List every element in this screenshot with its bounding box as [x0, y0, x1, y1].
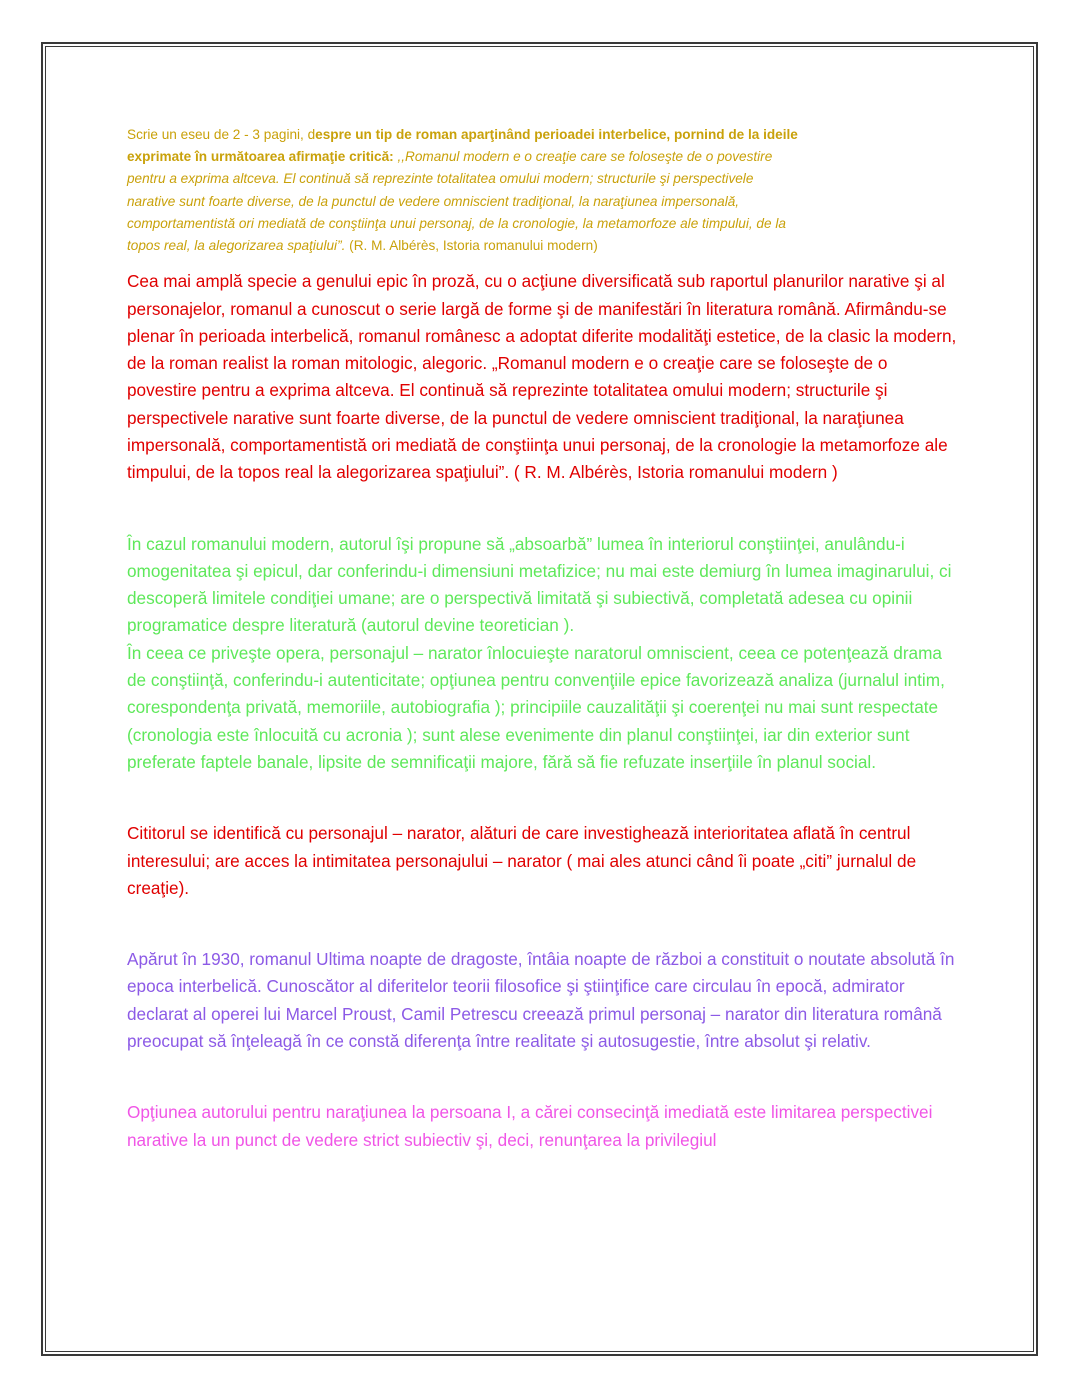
prompt-source: (R. M. Albérès, Istoria romanului modern): [345, 238, 598, 254]
prompt-quote: ,,Romanul modern e o creaţie care se foloseşte de o povestire pentru a exprima altceva. El continuă să reprezinte totalitatea omului modern; structurile şi perspectivele narative sunt foarte diverse, de la punctul de vedere omniscient tradiţional, la naraţiunea impersonală, comportamentistă ori mediată de conştiinţa unui personaj, de la cronologie, la metamorfoze ale timpului, de la topos real, la alegorizarea spaţiului”.: [127, 149, 786, 254]
paragraph-modern-novel-work: În ceea ce priveşte opera, personajul – narator înlocuieşte naratorul omniscient, ceea ce potenţează drama de conştiinţă, conferindu-i autenticitate; opţiunea pentru convenţiile epice favorizează analiza (jurnalul intim, corespondenţa privată, memoriile, autobiografia ); principiile cauzalităţii şi coerenţei nu mai sunt respectate (cronologia este înlocuită cu acronia ); sunt alese evenimente din planul conştiinţei, iar din exterior sunt preferate faptele banale, lipsite de semnificaţii majore, fără să fie refuzate inserţiile în planul social.: [127, 642, 945, 772]
essay-prompt: [127, 124, 802, 257]
paragraph-modern-novel-author: În cazul romanului modern, autorul îşi propune să „absoarbă” lumea în interiorul conştiinţei, anulându-i omogenitatea şi epicul, dar conferindu-i dimensiuni metafizice; nu mai este demiurg în lumea imaginarului, ci descoperă limitele condiţiei umane; are o perspectivă limitată şi subiectivă, completată adesea cu opinii programatice despre literatură (autorul devine teoretician ).: [127, 533, 952, 636]
prompt-bold: espre un tip de roman aparţinând perioadei interbelice, pornind de la ideile exprimate în următoarea afirmaţie critică:: [127, 127, 798, 165]
paragraph-first-person-narration: Opţiunea autorului pentru naraţiunea la persoana I, a cărei consecinţă imediată este limitarea perspectivei narative la un punct de vedere strict subiectiv şi, deci, renunţarea la privilegiul: [127, 1102, 933, 1150]
prompt-intro: Scrie un eseu de 2 - 3 pagini, d: [127, 127, 316, 142]
paragraph-reader: Cititorul se identifică cu personajul – narator, alături de care investighează interioritatea aflată în centrul interesului; are acces la intimitatea personajului – narator ( mai ales atunci când îi poate „citi” jurnalul de creaţie).: [127, 823, 917, 898]
document-body: [127, 124, 957, 1154]
paragraph-novel-presentation: Apărut în 1930, romanul Ultima noapte de dragoste, întâia noapte de război a constituit o noutate absolută în epoca interbelică. Cunoscător al diferitelor teorii filosofice şi ştiinţifice care circulau în epocă, admirator declarat al operei lui Marcel Proust, Camil Petrescu creează primul personaj – narator din literatura română preocupat să înţeleagă în ce constă diferenţa între realitate şi autosugestie, între absolut şi relativ.: [127, 949, 955, 1052]
paragraph-introduction: Cea mai amplă specie a genului epic în proză, cu o acţiune diversificată sub raportul planurilor narative şi al personajelor, romanul a cunoscut o serie largă de forme şi de manifestări în literatura română. Afirmându-se plenar în perioada interbelică, romanul românesc a adoptat diferite modalităţi estetice, de la clasic la modern, de la roman realist la roman mitologic, alegoric. „Romanul modern e o creaţie care se foloseşte de o povestire pentru a exprima altceva. El continuă să reprezinte totalitatea omului modern; structurile şi perspectivele narative sunt foarte diverse, de la punctul de vedere omniscient tradiţional, la naraţiunea impersonală, comportamentistă ori mediată de conştiinţa unui personaj, de la cronologie la metamorfoze ale timpului, de la topos real la alegorizarea spaţiului”. ( R. M. Albérès, Istoria romanului modern ): [127, 271, 957, 483]
